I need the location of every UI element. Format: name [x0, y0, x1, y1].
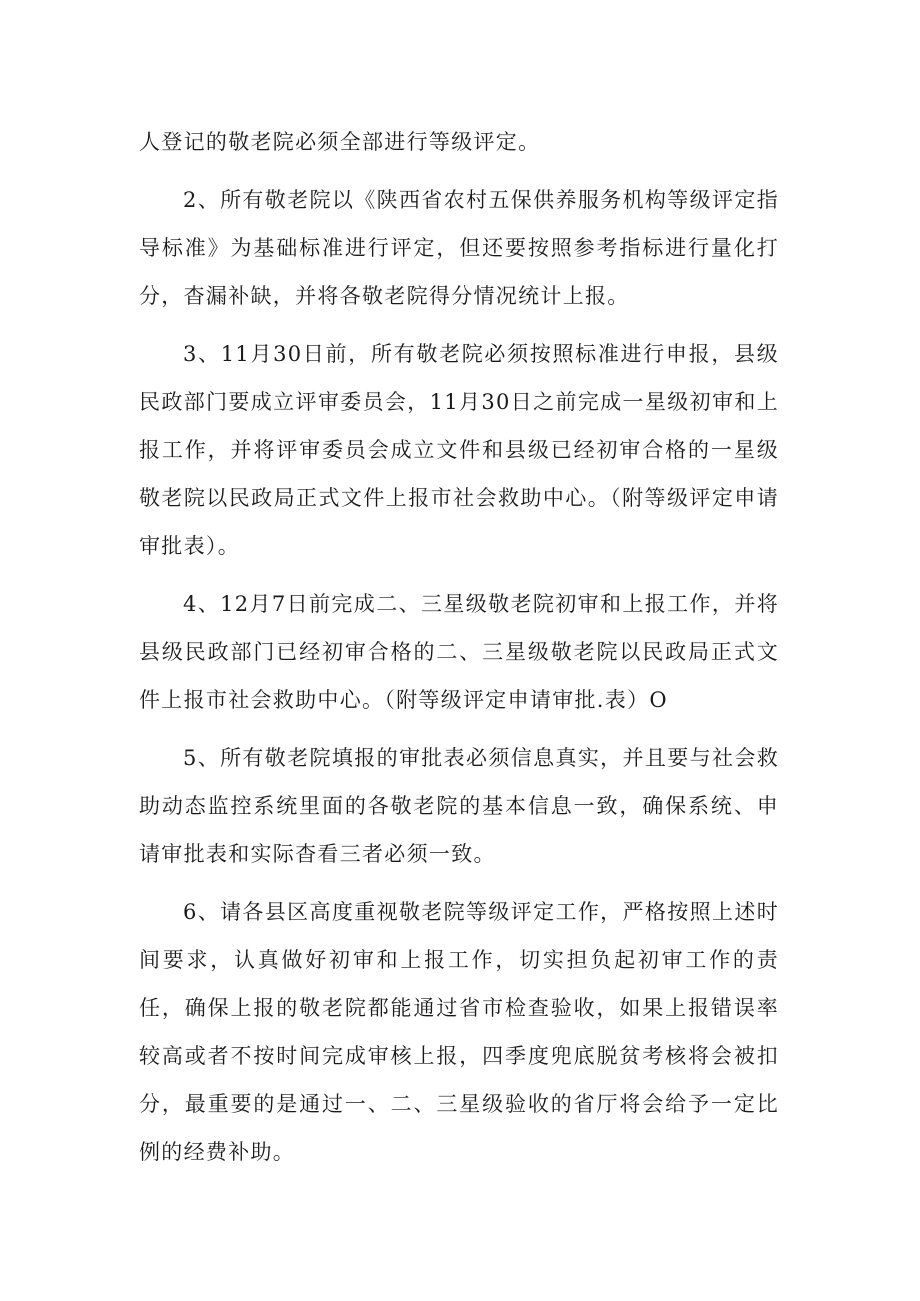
paragraph-continuation: 人登记的敬老院必须全部进行等级评定。	[139, 130, 541, 154]
paragraph-item-3: 3、11月30日前，所有敬老院必须按照标准进行申报，县级民政部门要成立评审委员会，11月30日之前完成一星级初审和上报工作，并将评审委员会成立文件和县级已经初审合格的一星级敬老院以民政局正式文件上报市社会救助中心。（附等级评定申请审批表）。	[139, 342, 779, 558]
paragraph-item-2: 2、所有敬老院以《陕西省农村五保供养服务机构等级评定指导标准》为基础标准进行评定，但还要按照参考指标进行量化打分，杳漏补缺，并将各敬老院得分情况统计上报。	[139, 188, 779, 308]
document-body	[139, 118, 779, 1186]
paragraph-item-5: 5、所有敬老院填报的审批表必须信息真实，并且要与社会救助动态监控系统里面的各敬老院的基本信息一致，确保系统、申请审批表和实际杳看三者必须一致。	[139, 746, 779, 866]
paragraph-item-6: 6、请各县区高度重视敬老院等级评定工作，严格按照上述时间要求，认真做好初审和上报工作，切实担负起初审工作的责任，确保上报的敬老院都能通过省市检查验收，如果上报错误率较高或者不按时间完成审核上报，四季度兜底脱贫考核将会被扣分，最重要的是通过一、二、三星级验收的省厅将会给予一定比例的经费补助。	[139, 900, 779, 1164]
paragraph-item-4: 4、12月7日前完成二、三星级敬老院初审和上报工作，并将县级民政部门已经初审合格的二、三星级敬老院以民政局正式文件上报市社会救助中心。（附等级评定申请审批.表）O	[139, 592, 779, 712]
